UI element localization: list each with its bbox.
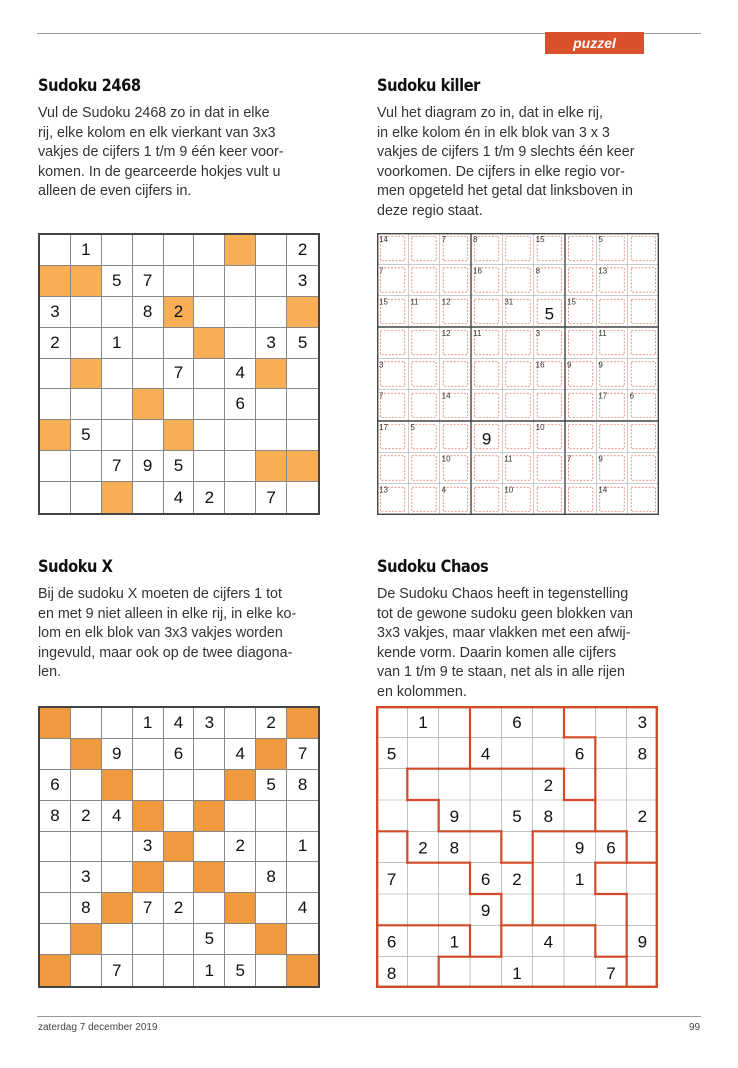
cage-sum: 16 xyxy=(473,266,482,276)
sudoku-cell[interactable] xyxy=(194,389,225,420)
sudoku-cell[interactable]: 8 xyxy=(40,801,71,832)
sudoku-cell[interactable] xyxy=(194,832,225,863)
sudoku-cell[interactable]: 2 xyxy=(287,235,318,266)
description-line: en met 9 niet alleen in elke rij, in elke ko- xyxy=(38,605,297,622)
sudoku-x-title: Sudoku X xyxy=(38,557,113,577)
sudoku-cell[interactable] xyxy=(133,739,164,770)
cage-sum: 5 xyxy=(598,235,603,244)
sudoku-cell-digit[interactable]: 8 xyxy=(543,807,554,827)
sudoku-cell[interactable] xyxy=(133,235,164,266)
cage-sum: 11 xyxy=(410,297,419,307)
sudoku-cell[interactable] xyxy=(133,482,164,513)
description-line: ingevuld, maar ook op de twee diagona- xyxy=(38,644,293,661)
sudoku-cell[interactable]: 4 xyxy=(225,739,256,770)
sudoku-cell[interactable]: 2 xyxy=(164,893,195,924)
sudoku-cell[interactable] xyxy=(225,893,256,924)
sudoku-cell-digit[interactable]: 9 xyxy=(449,807,460,827)
sudoku-x-grid[interactable] xyxy=(38,706,320,988)
sudoku-cell[interactable] xyxy=(194,297,225,328)
cage-sum: 10 xyxy=(535,423,545,432)
description-line: en kolommen. xyxy=(377,683,467,700)
sudoku-cell[interactable]: 6 xyxy=(225,389,256,420)
sudoku-cell[interactable]: 2 xyxy=(71,801,102,832)
footer-page-number: 99 xyxy=(689,1022,701,1033)
sudoku-cell[interactable] xyxy=(102,389,133,420)
cage-sum: 31 xyxy=(504,297,514,307)
cage-sum: 14 xyxy=(379,235,388,244)
cage-sum: 11 xyxy=(504,454,513,464)
sudoku-cell[interactable] xyxy=(40,955,71,986)
cage-sum: 4 xyxy=(441,485,447,495)
sudoku-cell[interactable] xyxy=(102,893,133,924)
sudoku-cell[interactable]: 7 xyxy=(287,739,318,770)
cage-sum: 16 xyxy=(535,360,545,370)
sudoku-cell[interactable] xyxy=(40,451,71,482)
description-line: tot de gewone sudoku geen blokken van xyxy=(377,605,633,622)
sudoku-cell[interactable] xyxy=(102,832,133,863)
sudoku-cell[interactable]: 8 xyxy=(287,770,318,801)
sudoku-cell[interactable]: 6 xyxy=(40,770,71,801)
description-line: De Sudoku Chaos heeft in tegenstelling xyxy=(377,586,629,602)
sudoku-cell[interactable] xyxy=(287,708,318,739)
sudoku-cell[interactable] xyxy=(225,924,256,955)
sudoku-cell[interactable] xyxy=(256,801,287,832)
description-line: vakjes de cijfers 1 t/m 9 één keer voor- xyxy=(38,144,284,161)
sudoku-cell[interactable]: 1 xyxy=(133,708,164,739)
sudoku-cell[interactable] xyxy=(256,420,287,451)
cage-sum: 5 xyxy=(410,423,415,432)
sudoku-cell[interactable] xyxy=(256,389,287,420)
sudoku-cell[interactable] xyxy=(287,420,318,451)
sudoku-cell[interactable] xyxy=(164,235,195,266)
sudoku-cell[interactable]: 4 xyxy=(164,482,195,513)
sudoku-killer-grid[interactable] xyxy=(377,233,659,515)
cage-sum: 6 xyxy=(629,391,635,401)
sudoku-cell[interactable] xyxy=(133,955,164,986)
sudoku-cell[interactable] xyxy=(164,328,195,359)
sudoku-cell[interactable]: 8 xyxy=(71,893,102,924)
sudoku-cell[interactable] xyxy=(164,389,195,420)
footer-date: zaterdag 7 december 2019 xyxy=(38,1022,158,1033)
cage-sum: 13 xyxy=(598,266,608,276)
sudoku-cell[interactable]: 3 xyxy=(133,832,164,863)
sudoku-cell[interactable]: 4 xyxy=(102,801,133,832)
sudoku-cell[interactable]: 8 xyxy=(133,297,164,328)
cage-sum: 9 xyxy=(598,454,603,464)
sudoku-cell[interactable]: 7 xyxy=(102,955,133,986)
sudoku-2468-description xyxy=(38,104,338,202)
sudoku-cell-digit[interactable]: 2 xyxy=(543,775,554,795)
cage-sum: 15 xyxy=(379,297,388,307)
sudoku-cell[interactable] xyxy=(164,420,195,451)
sudoku-cell[interactable]: 1 xyxy=(102,328,133,359)
cage-sum: 12 xyxy=(441,329,451,338)
sudoku-cell[interactable] xyxy=(194,739,225,770)
sudoku-cell[interactable] xyxy=(40,235,71,266)
sudoku-cell[interactable] xyxy=(71,924,102,955)
cage-sum: 13 xyxy=(379,485,388,495)
sudoku-cell[interactable] xyxy=(102,297,133,328)
sudoku-cell[interactable] xyxy=(194,328,225,359)
sudoku-cell[interactable] xyxy=(287,924,318,955)
sudoku-2468-title: Sudoku 2468 xyxy=(38,76,141,96)
sudoku-cell[interactable]: 5 xyxy=(225,955,256,986)
sudoku-cell[interactable] xyxy=(225,420,256,451)
cage-sum: 7 xyxy=(441,235,447,244)
sudoku-cell[interactable] xyxy=(225,801,256,832)
sudoku-cell[interactable]: 3 xyxy=(40,297,71,328)
cage-sum: 11 xyxy=(473,329,482,338)
sudoku-cell[interactable] xyxy=(71,359,102,390)
sudoku-cell[interactable] xyxy=(40,862,71,893)
description-line: alleen de even cijfers in. xyxy=(38,183,192,200)
sudoku-cell[interactable] xyxy=(71,770,102,801)
sudoku-cell-digit[interactable]: 2 xyxy=(418,838,428,858)
sudoku-cell[interactable] xyxy=(164,801,195,832)
sudoku-cell[interactable] xyxy=(133,359,164,390)
description-line: men opgeteld het getal dat linksboven in xyxy=(377,183,633,200)
sudoku-cell-digit[interactable]: 3 xyxy=(637,713,648,733)
sudoku-cell[interactable]: 2 xyxy=(164,297,195,328)
sudoku-cell[interactable] xyxy=(256,955,287,986)
sudoku-cell[interactable]: 9 xyxy=(102,739,133,770)
sudoku-cell-digit[interactable]: 1 xyxy=(512,963,522,983)
sudoku-cell[interactable]: 2 xyxy=(40,328,71,359)
killer-background xyxy=(377,233,659,515)
sudoku-cell[interactable] xyxy=(71,482,102,513)
cage-sum: 8 xyxy=(535,266,541,276)
sudoku-cell[interactable] xyxy=(256,297,287,328)
sudoku-cell[interactable] xyxy=(102,862,133,893)
sudoku-cell[interactable] xyxy=(133,801,164,832)
sudoku-cell[interactable] xyxy=(102,924,133,955)
sudoku-cell[interactable] xyxy=(40,739,71,770)
sudoku-cell[interactable]: 4 xyxy=(164,708,195,739)
sudoku-cell-digit[interactable]: 9 xyxy=(637,932,648,952)
sudoku-cell-digit[interactable]: 5 xyxy=(512,807,522,827)
sudoku-cell[interactable] xyxy=(133,389,164,420)
sudoku-cell[interactable]: 7 xyxy=(133,266,164,297)
sudoku-cell-digit[interactable]: 8 xyxy=(449,838,460,858)
sudoku-cell[interactable]: 3 xyxy=(194,708,225,739)
sudoku-cell[interactable]: 4 xyxy=(225,359,256,390)
sudoku-cell[interactable] xyxy=(71,832,102,863)
sudoku-cell-digit[interactable]: 8 xyxy=(637,744,648,764)
sudoku-cell[interactable]: 5 xyxy=(194,924,225,955)
sudoku-cell[interactable]: 1 xyxy=(71,235,102,266)
description-line: komen. In de gearceerde hokjes vult u xyxy=(38,163,281,180)
sudoku-cell-digit[interactable]: 6 xyxy=(386,932,397,952)
cage-sum: 14 xyxy=(598,485,608,495)
sudoku-cell[interactable] xyxy=(102,235,133,266)
sudoku-cell[interactable] xyxy=(225,770,256,801)
sudoku-killer-title: Sudoku killer xyxy=(377,76,480,96)
sudoku-cell-digit[interactable]: 6 xyxy=(480,869,491,889)
sudoku-2468-grid[interactable] xyxy=(38,233,320,515)
cage-sum: 8 xyxy=(473,235,478,244)
sudoku-cell[interactable] xyxy=(287,862,318,893)
sudoku-cell[interactable]: 7 xyxy=(164,359,195,390)
given-digit[interactable]: 9 xyxy=(481,429,492,449)
sudoku-cell[interactable]: 2 xyxy=(225,832,256,863)
sudoku-cell[interactable] xyxy=(133,862,164,893)
cage-sum: 10 xyxy=(441,454,451,464)
sudoku-cell-digit[interactable]: 6 xyxy=(574,744,585,764)
sudoku-cell-digit[interactable]: 4 xyxy=(480,744,491,764)
description-line: 3x3 vakjes, maar vlakken met een afwij- xyxy=(377,625,631,642)
sudoku-chaos-description xyxy=(377,585,677,703)
sudoku-cell[interactable]: 7 xyxy=(102,451,133,482)
sudoku-cell[interactable] xyxy=(71,451,102,482)
cage-sum: 15 xyxy=(535,235,545,244)
sudoku-cell[interactable]: 4 xyxy=(287,893,318,924)
sudoku-cell[interactable] xyxy=(194,235,225,266)
sudoku-cell[interactable] xyxy=(194,420,225,451)
sudoku-cell[interactable] xyxy=(40,708,71,739)
cage-sum: 7 xyxy=(379,391,384,401)
sudoku-cell[interactable] xyxy=(40,420,71,451)
sudoku-cell[interactable]: 5 xyxy=(71,420,102,451)
description-line: vakjes de cijfers 1 t/m 9 slechts één keer xyxy=(377,144,635,161)
sudoku-cell[interactable] xyxy=(287,389,318,420)
description-line: Bij de sudoku X moeten de cijfers 1 tot xyxy=(38,586,282,602)
description-line: in elke kolom én in elk blok van 3 x 3 xyxy=(377,124,610,141)
sudoku-cell[interactable] xyxy=(287,297,318,328)
sudoku-cell[interactable] xyxy=(194,862,225,893)
sudoku-cell[interactable] xyxy=(256,451,287,482)
cage-sum: 3 xyxy=(535,329,541,338)
cage-sum: 17 xyxy=(379,423,388,432)
sudoku-cell[interactable] xyxy=(225,862,256,893)
description-line: voorkomen. De cijfers in elke regio vor- xyxy=(377,163,625,180)
sudoku-cell[interactable]: 5 xyxy=(102,266,133,297)
sudoku-cell[interactable]: 3 xyxy=(256,328,287,359)
sudoku-cell[interactable]: 7 xyxy=(133,893,164,924)
sudoku-cell[interactable] xyxy=(164,266,195,297)
sudoku-cell[interactable] xyxy=(225,708,256,739)
description-line: rij, elke kolom en elk vierkant van 3x3 xyxy=(38,124,276,141)
sudoku-cell[interactable] xyxy=(194,770,225,801)
sudoku-cell[interactable] xyxy=(225,451,256,482)
cage-sum: 9 xyxy=(598,360,603,370)
sudoku-cell-digit[interactable]: 6 xyxy=(512,713,522,733)
sudoku-cell[interactable]: 7 xyxy=(256,482,287,513)
sudoku-cell[interactable] xyxy=(164,770,195,801)
sudoku-cell[interactable] xyxy=(256,739,287,770)
description-line: Vul het diagram zo in, dat in elke rij, xyxy=(377,105,603,121)
sudoku-cell[interactable]: 1 xyxy=(287,832,318,863)
sudoku-chaos-grid[interactable] xyxy=(376,706,658,988)
section-tag: puzzel xyxy=(545,32,644,54)
sudoku-cell[interactable] xyxy=(40,359,71,390)
sudoku-cell[interactable] xyxy=(194,801,225,832)
sudoku-cell[interactable] xyxy=(256,832,287,863)
sudoku-cell[interactable] xyxy=(133,924,164,955)
sudoku-cell[interactable] xyxy=(194,266,225,297)
sudoku-cell[interactable] xyxy=(40,482,71,513)
cage-sum: 11 xyxy=(598,329,607,338)
sudoku-cell[interactable] xyxy=(194,359,225,390)
sudoku-cell-digit[interactable]: 9 xyxy=(574,838,585,858)
cage-sum: 7 xyxy=(567,454,572,464)
cage-sum: 7 xyxy=(379,266,384,276)
sudoku-cell-digit[interactable]: 1 xyxy=(574,869,585,889)
cage-sum: 3 xyxy=(379,360,384,370)
sudoku-cell[interactable] xyxy=(102,482,133,513)
sudoku-killer-description xyxy=(377,104,677,222)
sudoku-cell[interactable] xyxy=(40,893,71,924)
sudoku-cell[interactable] xyxy=(164,832,195,863)
sudoku-cell[interactable]: 3 xyxy=(287,266,318,297)
cage-sum: 12 xyxy=(441,297,451,307)
sudoku-cell-digit[interactable]: 2 xyxy=(637,807,648,827)
sudoku-cell[interactable] xyxy=(164,924,195,955)
bottom-rule xyxy=(37,1016,701,1017)
sudoku-cell[interactable]: 1 xyxy=(194,955,225,986)
sudoku-cell-digit[interactable]: 6 xyxy=(606,838,616,858)
sudoku-cell[interactable] xyxy=(71,297,102,328)
sudoku-cell[interactable] xyxy=(287,451,318,482)
sudoku-cell[interactable] xyxy=(102,770,133,801)
sudoku-cell[interactable] xyxy=(164,862,195,893)
sudoku-cell[interactable] xyxy=(225,482,256,513)
sudoku-cell[interactable] xyxy=(71,266,102,297)
sudoku-cell[interactable] xyxy=(225,297,256,328)
sudoku-cell[interactable] xyxy=(133,328,164,359)
sudoku-cell[interactable]: 9 xyxy=(133,451,164,482)
sudoku-cell[interactable] xyxy=(225,235,256,266)
sudoku-cell-digit[interactable]: 2 xyxy=(512,869,522,889)
sudoku-cell[interactable] xyxy=(256,893,287,924)
sudoku-cell[interactable] xyxy=(40,832,71,863)
sudoku-x-description xyxy=(38,585,338,683)
sudoku-cell-digit[interactable]: 4 xyxy=(543,932,554,952)
sudoku-cell-digit[interactable]: 1 xyxy=(418,713,428,733)
sudoku-cell[interactable] xyxy=(287,359,318,390)
sudoku-cell-digit[interactable]: 8 xyxy=(386,963,397,983)
description-line: kende vorm. Daarin komen alle cijfers xyxy=(377,644,617,661)
sudoku-cell-digit[interactable]: 7 xyxy=(386,869,397,889)
sudoku-cell[interactable] xyxy=(287,482,318,513)
sudoku-cell[interactable]: 8 xyxy=(256,862,287,893)
sudoku-cell[interactable] xyxy=(256,924,287,955)
sudoku-cell-digit[interactable]: 7 xyxy=(606,963,616,983)
sudoku-cell[interactable] xyxy=(256,359,287,390)
sudoku-cell[interactable] xyxy=(256,266,287,297)
sudoku-cell[interactable]: 6 xyxy=(164,739,195,770)
description-line: van 1 t/m 9 te staan, net als in alle rijen xyxy=(377,664,625,681)
sudoku-cell[interactable] xyxy=(102,708,133,739)
sudoku-cell[interactable] xyxy=(287,801,318,832)
sudoku-cell[interactable] xyxy=(225,266,256,297)
sudoku-cell[interactable]: 5 xyxy=(164,451,195,482)
sudoku-cell[interactable]: 5 xyxy=(287,328,318,359)
sudoku-cell[interactable] xyxy=(71,955,102,986)
sudoku-chaos-title: Sudoku Chaos xyxy=(377,557,489,577)
sudoku-cell[interactable] xyxy=(287,955,318,986)
sudoku-cell[interactable] xyxy=(71,739,102,770)
sudoku-cell[interactable] xyxy=(194,893,225,924)
cage-sum: 14 xyxy=(441,391,451,401)
given-digit[interactable]: 5 xyxy=(544,304,555,324)
sudoku-cell[interactable] xyxy=(102,359,133,390)
cage-sum: 9 xyxy=(567,360,572,370)
cage-sum: 10 xyxy=(504,485,514,495)
sudoku-cell[interactable] xyxy=(40,924,71,955)
sudoku-cell-digit[interactable]: 5 xyxy=(386,744,397,764)
cage-sum: 17 xyxy=(598,391,608,401)
sudoku-cell[interactable]: 5 xyxy=(256,770,287,801)
description-line: deze regio staat. xyxy=(377,202,483,219)
cage-sum: 15 xyxy=(567,297,576,307)
sudoku-cell[interactable] xyxy=(133,420,164,451)
sudoku-cell[interactable] xyxy=(225,328,256,359)
sudoku-cell[interactable] xyxy=(40,266,71,297)
sudoku-cell[interactable]: 3 xyxy=(71,862,102,893)
sudoku-cell[interactable] xyxy=(40,389,71,420)
sudoku-cell[interactable] xyxy=(71,708,102,739)
sudoku-cell-digit[interactable]: 9 xyxy=(480,901,491,921)
description-line: lom en elk blok van 3x3 vakjes worden xyxy=(38,625,283,642)
sudoku-cell[interactable]: 2 xyxy=(194,482,225,513)
sudoku-cell[interactable] xyxy=(133,770,164,801)
description-line: len. xyxy=(38,664,62,681)
sudoku-cell[interactable] xyxy=(71,389,102,420)
sudoku-cell[interactable] xyxy=(194,451,225,482)
description-line: Vul de Sudoku 2468 zo in dat in elke xyxy=(38,105,270,121)
sudoku-cell-digit[interactable]: 1 xyxy=(449,932,460,952)
sudoku-cell[interactable]: 2 xyxy=(256,708,287,739)
sudoku-cell[interactable] xyxy=(256,235,287,266)
sudoku-cell[interactable] xyxy=(164,955,195,986)
sudoku-cell[interactable] xyxy=(102,420,133,451)
sudoku-cell[interactable] xyxy=(71,328,102,359)
